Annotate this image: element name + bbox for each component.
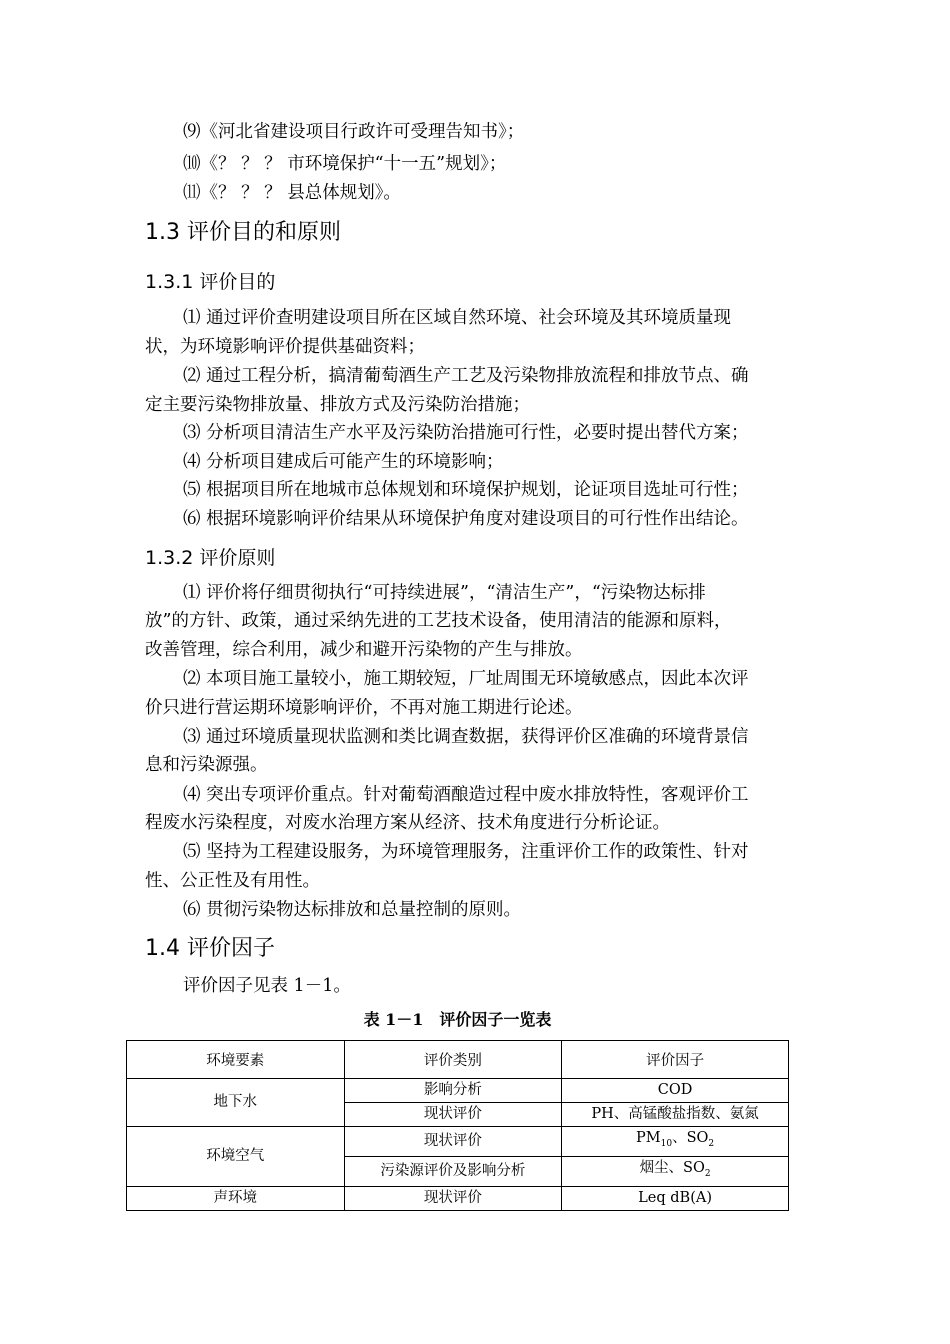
paragraph-line: ⑶ 通过环境质量现状监测和类比调查数据，获得评价区准确的环境背景信 [183, 727, 749, 747]
paragraph-line: 程废水污染程度，对废水治理方案从经济、技术角度进行分析论证。 [145, 813, 670, 833]
paragraph-line: ⑸ 根据项目所在地城市总体规划和环境保护规划，论证项目选址可行性； [183, 480, 749, 500]
element-cell: 环境空气 [127, 1127, 345, 1187]
paragraph-line: ⑷ 突出专项评价重点。针对葡萄酒酿造过程中废水排放特性，客观评价工 [183, 785, 749, 805]
paragraph-line: ⑵ 本项目施工量较小，施工期较短，厂址周围无环境敏感点，因此本次评 [183, 669, 749, 689]
paragraph-line: ⑴ 通过评价查明建设项目所在区域自然环境、社会环境及其环境质量现 [183, 308, 732, 328]
category-cell: 现状评价 [344, 1186, 562, 1210]
reference-item: ⑾《？ ？ ？ 县总体规划》。 [183, 183, 401, 203]
subsection-heading: 1.3.2 评价原则 [145, 547, 276, 569]
table-row [127, 1186, 789, 1210]
paragraph-line: ⑵ 通过工程分析，搞清葡萄酒生产工艺及污染物排放流程和排放节点、确 [183, 366, 749, 386]
paragraph-line: ⑴ 评价将仔细贯彻执行“可持续进展”，“清洁生产”，“污染物达标排 [183, 583, 706, 603]
category-cell: 污染源评价及影响分析 [344, 1156, 562, 1186]
reference-item: ⑽《？ ？ ？ 市环境保护“十一五”规划》； [183, 154, 507, 174]
section-heading: 1.4 评价因子 [145, 936, 275, 961]
subsection-heading: 1.3.1 评价目的 [145, 271, 276, 293]
element-cell: 声环境 [127, 1186, 345, 1210]
reference-item: ⑼《河北省建设项目行政许可受理告知书》； [183, 122, 525, 142]
table-caption: 表 1－1 评价因子一览表 [363, 1010, 552, 1029]
category-cell: 现状评价 [344, 1103, 562, 1127]
paragraph-line: ⑸ 坚持为工程建设服务，为环境管理服务，注重评价工作的政策性、针对 [183, 842, 749, 862]
paragraph-line: ⑹ 贯彻污染物达标排放和总量控制的原则。 [183, 900, 522, 920]
section-heading: 1.3 评价目的和原则 [145, 220, 341, 245]
table-row [127, 1079, 789, 1103]
paragraph-line: ⑹ 根据环境影响评价结果从环境保护角度对建设项目的可行性作出结论。 [183, 509, 749, 529]
paragraph-line: 放”的方针、政策，通过采纳先进的工艺技术设备，使用清洁的能源和原料， [145, 611, 732, 631]
column-header: 评价因子 [562, 1041, 789, 1079]
factor-cell: PH、高锰酸盐指数、氨氮 [562, 1103, 789, 1127]
factor-cell: Leq dB(A) [562, 1186, 789, 1210]
paragraph-line: 定主要污染物排放量、排放方式及污染防治措施； [145, 395, 530, 415]
paragraph-line: 改善管理，综合利用，减少和避开污染物的产生与排放。 [145, 640, 583, 660]
paragraph-line: 性、公正性及有用性。 [145, 871, 320, 891]
column-header: 评价类别 [344, 1041, 562, 1079]
factor-cell: COD [562, 1079, 789, 1103]
category-cell: 现状评价 [344, 1127, 562, 1157]
paragraph-line: 评价因子见表 1－1。 [183, 976, 351, 996]
element-cell: 地下水 [127, 1079, 345, 1127]
table-row [127, 1127, 789, 1157]
table-header-row [127, 1041, 789, 1079]
factor-cell: 烟尘、$SO_2$ [562, 1156, 789, 1186]
evaluation-factor-table [126, 1040, 789, 1211]
paragraph-line: ⑶ 分析项目清洁生产水平及污染防治措施可行性，必要时提出替代方案； [183, 423, 749, 443]
paragraph-line: ⑷ 分析项目建成后可能产生的环境影响； [183, 452, 504, 472]
paragraph-line: 息和污染源强。 [145, 755, 268, 775]
paragraph-line: 状，为环境影响评价提供基础资料； [145, 337, 425, 357]
paragraph-line: 价只进行营运期环境影响评价，不再对施工期进行论述。 [145, 698, 583, 718]
factor-cell: $PM_{10}$、$SO_2$ [562, 1127, 789, 1157]
column-header: 环境要素 [127, 1041, 345, 1079]
category-cell: 影响分析 [344, 1079, 562, 1103]
